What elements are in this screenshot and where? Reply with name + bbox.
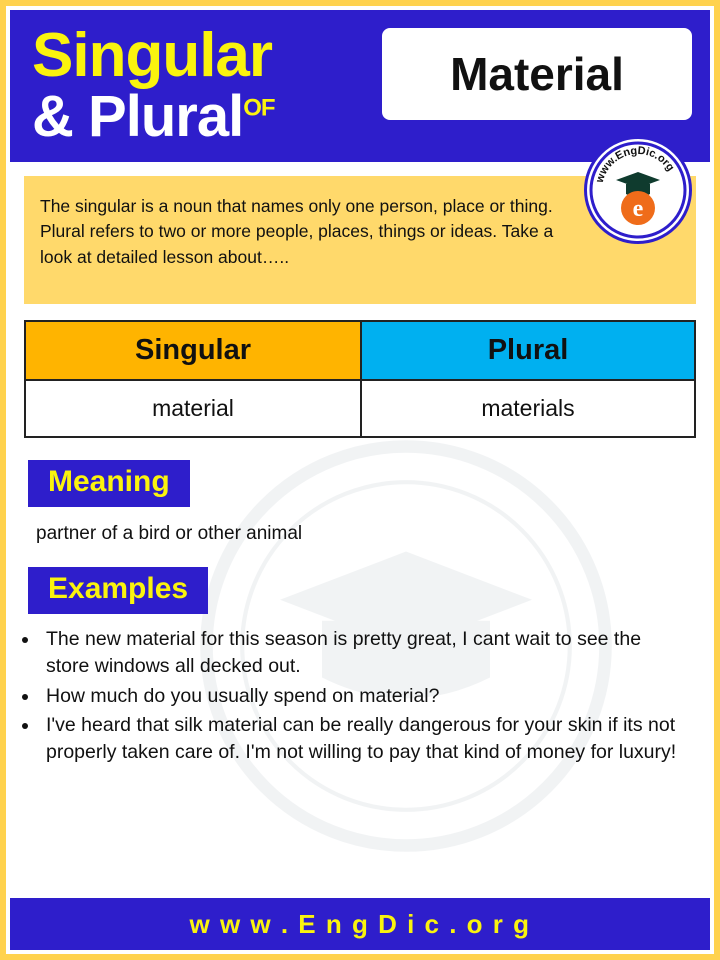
column-header-singular: Singular (26, 322, 360, 379)
list-item: • The new material for this season is pretty great, I cant wait to see the store windows all decked out. (40, 626, 686, 681)
intro-box: The singular is a noun that names only one person, place or thing. Plural refers to two or more people, places, things or ideas. Take a look at detailed lesson about….. (24, 176, 696, 304)
svg-text:e: e (632, 196, 644, 222)
singular-plural-table (24, 320, 696, 438)
table-row (26, 379, 694, 436)
meaning-label: Meaning (28, 460, 190, 507)
header-title-block (10, 21, 275, 149)
table-header-row (26, 322, 694, 379)
svg-text:www.EngDic.org: www.EngDic.org (593, 144, 677, 185)
title-singular: Singular (32, 21, 273, 91)
examples-label: Examples (28, 567, 208, 614)
column-header-plural: Plural (360, 322, 694, 379)
title-ampersand: & (32, 83, 73, 149)
cell-plural: materials (360, 381, 694, 436)
cell-singular: material (152, 395, 234, 421)
engdic-logo-graphic (588, 140, 688, 240)
headword: Material (450, 48, 624, 100)
footer-bar (10, 898, 710, 950)
title-plural: Plural (88, 83, 244, 149)
footer-website[interactable]: w w w . E n g D i c . o r g (189, 908, 531, 939)
meaning-text: partner of a bird or other animal (36, 523, 303, 544)
headword-box (382, 28, 692, 120)
examples-list (40, 626, 686, 766)
list-item: • I've heard that silk material can be really dangerous for your skin if its not properly taken care of. I'm not willing to pay that kind of money for luxury! (40, 712, 686, 767)
list-item: • How much do you usually spend on material? (40, 683, 686, 710)
engdic-logo[interactable] (584, 136, 692, 244)
title-of: OF (243, 94, 275, 122)
